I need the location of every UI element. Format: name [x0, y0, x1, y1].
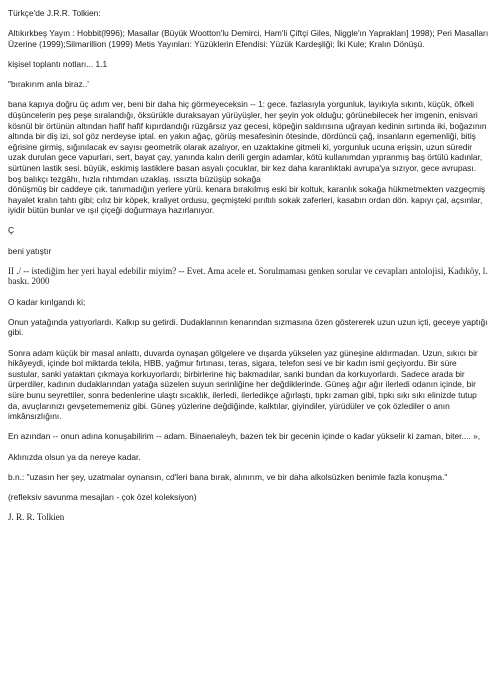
paragraph-7: b.n.: "uzasın her şey, uzatmalar oynansın, cd'leri bana bırak, alınırım, ve bir daha alkolsüzken benimle fazla konuşma." [8, 471, 448, 482]
document-heading: Türkçe'de J.R.R. Tolkien: [8, 8, 101, 18]
paragraph-6: Aklınızda olsun ya da nereye kadar. [8, 451, 141, 462]
paragraph-2: O kadar kırılgandı ki; [8, 296, 86, 307]
book-list: Altıkırkbeş Yayın : Hobbit(l996); Masallar (Büyük Wootton'lu Demirci, Ham'li Çiftçi Giles, Niggle'ın Yaprakları] 1998); Peri Masalları Üzerine (1999);Silmarillion (1999) Metis Yayınları: Yüzüklerin Efendisi: Yüzük Kardeşliği; İki Kule; Kralın Dönüşü. [8, 28, 489, 49]
paragraph-4: Sonra adam küçük bir masal anlattı, duvarda oynaşan gölgelere ve dışarda yükselen yaz güneşine aldırmadan. Uzun, sıkıcı bir hikâyeydi, içinde bol miktarda tekila, HBB, yağmur fırtınası, teras, sigara, telefon sesi ve bir kadın ismi geçiyordu. Bir süre sustular, sanki yataktan çıkmaya korkuyorlardı; birbirlerine hiç bakmadılar, sanki bundan da korkuyorlardı. Sadece arada bir ürperdiler, kadının dudaklarından yatağa süzelen suyun serinliğine her değdiklerinde. Güneş ağır ağır ilerledi odanın içinde, bir süre bunu seyrettiler, sonra bedenlerine ulaştı sıcaklık, ilerledi, ilerledikçe ağırlaştı, tıpkı zaman gibi, tıpkı sıkı sıkı elinizde tutup da, avuçlarınızı gevşetememeniz gibi. Güneş yüzlerine değdiğinde, kalktılar, giyindiler, yürüdüler ve çok özlediler o anın imkânsızlığını. [8, 347, 478, 422]
beni-line: beni yatıştır [8, 245, 52, 256]
paragraph-8: (refleksiv savunma mesajları - çok özel koleksiyon) [8, 491, 197, 502]
quote-line: "bırakırım anla biraz..' [8, 79, 89, 90]
notes-line: kişisel toplantı notları... 1.1 [8, 58, 108, 69]
paragraph-5: En azından -- onun adına konuşabilirim -- adam. Binaenaleyh, bazen tek bir gecenin içinde o kadar yükselir ki zaman, biter.... », [8, 431, 481, 442]
citation: II ./ -- istediğim her yeri hayal edebilir miyim? -- Evet. Ama acele et. Sorulmaması genken sorular ve cevapları antolojisi, Kadıköy, l. baskı. 2000 [8, 265, 488, 287]
paragraph-1: bana kapıya doğru üç adım ver, beni bir daha hiç görmeyeceksin -- 1: gece. fazlasıyla yorgunluk, layıkıyla sıkıntı, küçük, öfkeli düşüncelerin peş peşe sıralandığı, öksürükle duraksayan yürüyüşler, her şeyin yok olduğu; görünebilecek her imgenin, enisvari kösnül bir örtünün altından hafif hafif kıpırdandığı rüzgârsız yaz gecesi, köpeğin saldırısına uğrayan kedinin sırtında iki, boğazının altında bir diş izi, sol göz nerdeyse iptal. en yakın ağaç, görüş mesafesinin ötesinde, dördüncü çağ, insanların egemenliği, bitiş eğrisine girmiş, sığınılacak ev sayısı geometrik olarak azalıyor, en uzaktakine gitmeli ki, yorgunluk ucuna erişsin, uzun süredir uzak durulan gece vapurları, sert, bayat çay, yanında kalın derili gergin adamlar, kötü kullanımdan yıpranmış baş örtülü kadınlar, sürtünen lastik sesi. büyük, eskimiş lastiklere basan asyalı çocuklar, bir kez daha karanlıktaki avrupa'ya sızıyor, gece avrupası. boş balıkçı tezgâhı, hızla rıhtımdan uzaklaş. ıssızta büzüşüp sokağa dönüşmüş bir caddeye çık. tanımadığın yerlere yürü. kenara bırakılmış eski bir koltuk, karanlık sokağa hükmetmekten vazgeçmiş hayalet kralın tahtı gibi; cılız bir köpek, kraliyet ordusu, geçmişteki pırıltılı sokak zaferleri, kasabın ordan dön. kapıyı çal, açsınlar, iyidir bütün bunlar ve ışıl çiçeği doğurmaya hazırlanıyor. [8, 99, 487, 216]
paragraph-3: Onun yatağında yatıyorlardı. Kalkıp su getirdi. Dudaklarının kenarından sızmasına özen göstererek uzun uzun içti, geceye yaptığı gibi. [8, 316, 488, 338]
signature: J. R. R. Tolkien [8, 512, 65, 523]
letter-line: Ç [8, 225, 15, 236]
